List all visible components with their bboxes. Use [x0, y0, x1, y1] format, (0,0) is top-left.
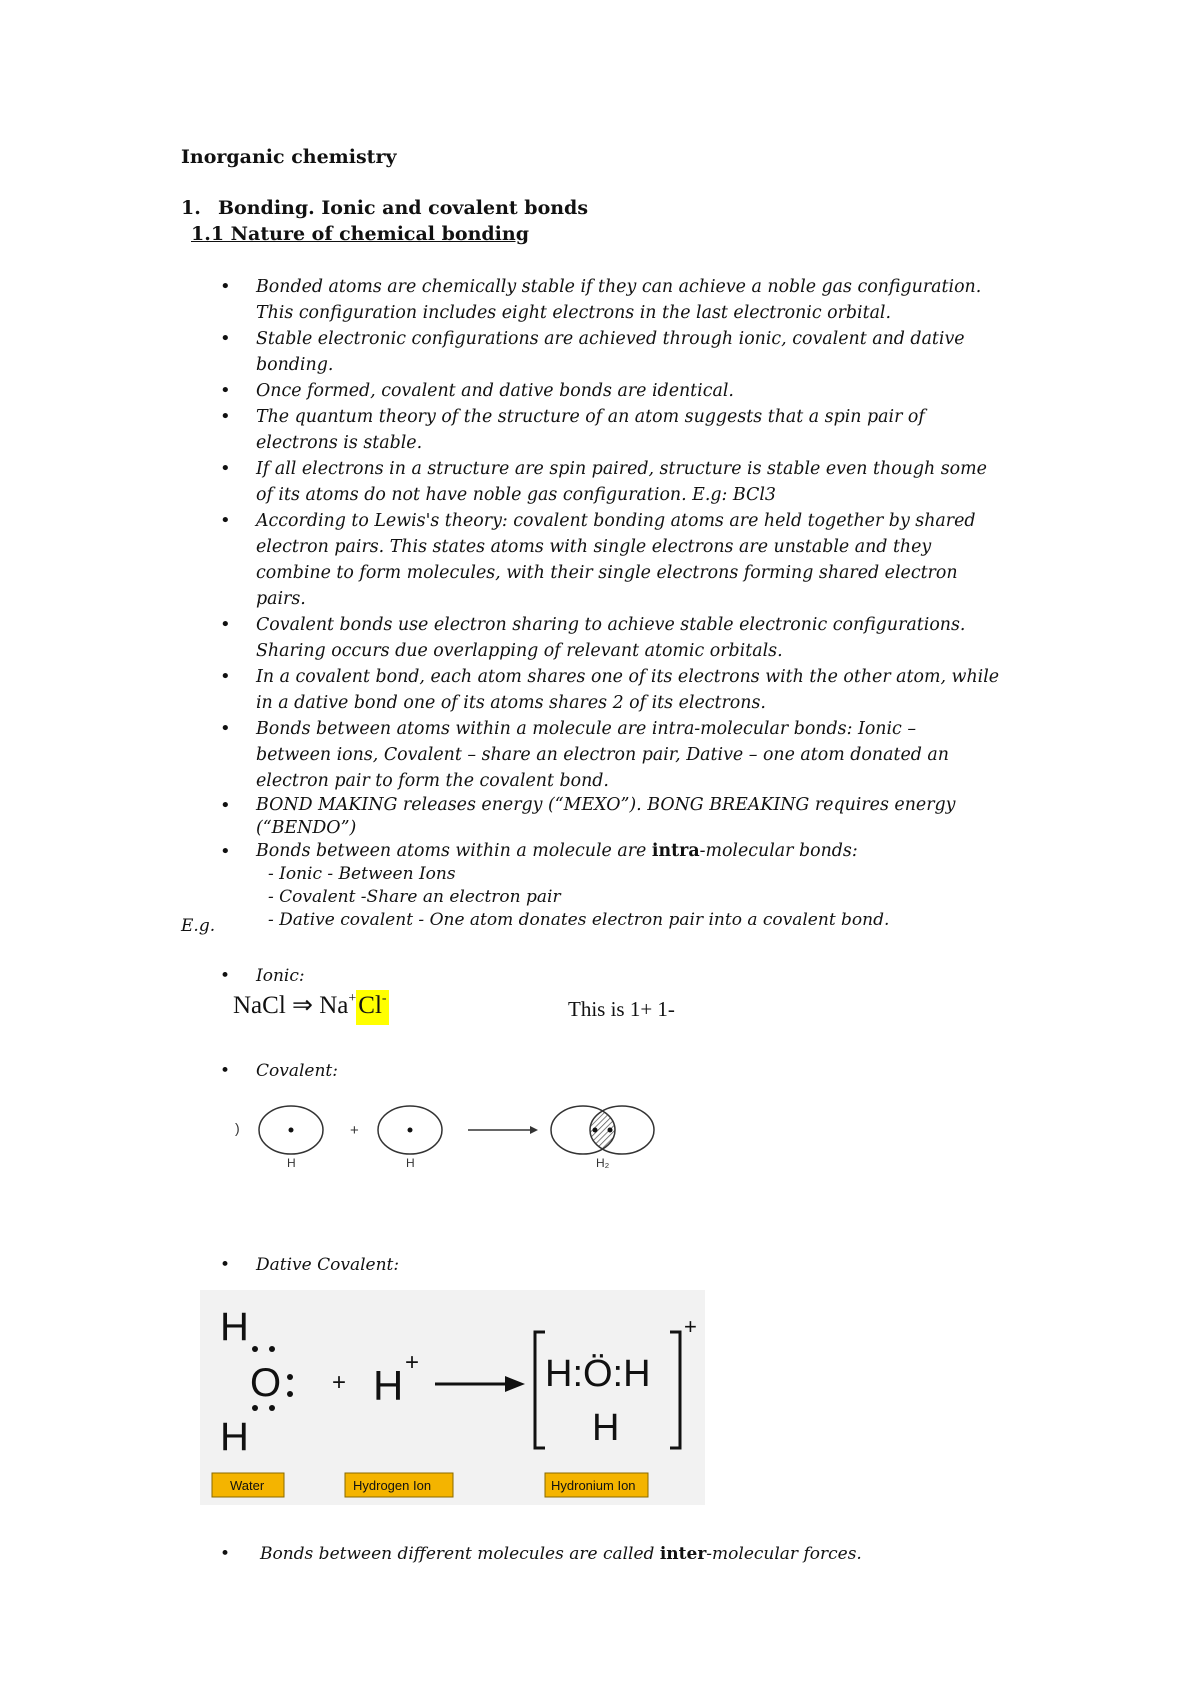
hydrogen-ion: H — [373, 1362, 404, 1409]
plus-sign: + — [332, 1369, 347, 1396]
covalent-diagram — [230, 1096, 670, 1171]
molecule-label-h2: H₂ — [596, 1156, 610, 1170]
arrow-head — [505, 1376, 525, 1392]
formula-left: NaCl ⇒ Na — [233, 992, 349, 1019]
bullet-line: • Bonds between atoms within a molecule are intra-molecular bonds: — [256, 841, 858, 861]
water-o: O — [250, 1361, 282, 1405]
bullet-item — [220, 794, 1040, 840]
bold-inter: inter — [659, 1544, 707, 1564]
lone-pair-dot — [252, 1405, 258, 1411]
electron-dot — [608, 1128, 613, 1133]
sub-item: - Ionic - Between Ions — [268, 864, 456, 884]
na-charge: + — [348, 991, 357, 1006]
subsection-heading: 1.1 Nature of chemical bonding — [191, 223, 529, 245]
bullet-line: in a dative bond one of its atoms shares 2 of its electrons. — [256, 693, 766, 713]
water-bottom-h: H — [220, 1415, 249, 1459]
atom-label-h: H — [287, 1156, 296, 1170]
bullet-item — [220, 274, 1040, 326]
lone-pair-dot — [269, 1346, 275, 1352]
bullet-line: pairs. — [256, 589, 306, 609]
bullet-line: • Once formed, covalent and dative bonds are identical. — [256, 381, 734, 401]
bullet-line: • According to Lewis's theory: covalent bonding atoms are held together by shared — [256, 511, 976, 531]
bullet-item — [220, 378, 1040, 404]
bullet-item-intra — [220, 840, 1040, 863]
example-label: E.g. — [181, 916, 216, 936]
bullet-line: • The quantum theory of the structure of an atom suggests that a spin pair of — [256, 407, 925, 427]
bullet-line: between ions, Covalent – share an electron pair, Dative – one atom donated an — [256, 745, 949, 765]
dative-diagram-panel — [200, 1290, 705, 1505]
bullet-line: • BOND MAKING releases energy (“MEXO”). BONG BREAKING requires energy (“BENDO”) — [256, 795, 956, 838]
cl-highlight: Cl- — [356, 990, 388, 1025]
cl-charge: - — [381, 991, 387, 1006]
inter-bullet: • Bonds between different molecules are called inter-molecular forces. — [220, 1544, 862, 1564]
lone-pair-dot — [252, 1346, 258, 1352]
bullet-item — [220, 508, 1040, 612]
dative-diagram — [200, 1290, 705, 1505]
dative-label: • Dative Covalent: — [220, 1255, 399, 1275]
arrow-head — [530, 1126, 538, 1134]
bullet-line: • Bonds between atoms within a molecule are intra-molecular bonds: Ionic – — [256, 719, 917, 739]
electron-dot — [289, 1128, 294, 1133]
bullet-item — [220, 716, 1040, 794]
hydrogen-ion-tag-text: Hydrogen Ion — [353, 1478, 432, 1493]
lone-pair-dot — [287, 1391, 293, 1397]
sub-item: - Dative covalent - One atom donates electron pair into a covalent bond. — [268, 910, 890, 930]
bullet-item — [220, 456, 1040, 508]
bullet-line: bonding. — [256, 355, 334, 375]
bullet-line: • Covalent bonds use electron sharing to achieve stable electronic configurations. — [256, 615, 966, 635]
lone-pair-dot — [269, 1405, 275, 1411]
bullet-line: combine to form molecules, with their single electrons forming shared electron — [256, 563, 958, 583]
water-top-h: H — [220, 1305, 249, 1349]
bullet-item — [220, 326, 1040, 378]
left-bracket: ) — [235, 1120, 240, 1136]
charge-note: This is 1+ 1- — [568, 997, 675, 1021]
section-number: 1. — [181, 197, 201, 219]
ionic-equation — [233, 990, 389, 1020]
atom-label-h: H — [406, 1156, 415, 1170]
bullet-line: • Bonded atoms are chemically stable if they can achieve a noble gas configuration. — [256, 277, 982, 297]
hydronium-bottom-h: H — [592, 1407, 620, 1449]
bullet-line: electron pairs. This states atoms with single electrons are unstable and they — [256, 537, 932, 557]
bullet-item — [220, 612, 1040, 664]
lone-pair-dot — [287, 1374, 293, 1380]
bullet-line: Sharing occurs due overlapping of relevant atomic orbitals. — [256, 641, 783, 661]
electron-dot — [408, 1128, 413, 1133]
section-label: Bonding. Ionic and covalent bonds — [218, 197, 589, 219]
hydronium-charge: + — [684, 1314, 697, 1339]
right-bracket — [670, 1332, 680, 1448]
bullet-line: • In a covalent bond, each atom shares one of its electrons with the other atom, while — [256, 667, 1000, 687]
ionic-label: • Ionic: — [220, 966, 305, 986]
bullet-line: of its atoms do not have noble gas configuration. E.g: BCl3 — [256, 485, 776, 505]
electron-dot — [593, 1128, 598, 1133]
bullet-line: This configuration includes eight electrons in the last electronic orbital. — [256, 303, 892, 323]
bullet-item — [220, 664, 1040, 716]
bullet-line: electron pair to form the covalent bond. — [256, 771, 609, 791]
hydronium-ion-tag-text: Hydronium Ion — [551, 1478, 636, 1493]
bullet-item — [220, 404, 1040, 456]
hydrogen-ion-charge: + — [405, 1349, 420, 1376]
page-title: Inorganic chemistry — [181, 146, 397, 168]
hydronium-row: H:Ö:H — [545, 1353, 651, 1395]
bullet-line: • If all electrons in a structure are spin paired, structure is stable even though some — [256, 459, 987, 479]
bullet-line: electrons is stable. — [256, 433, 423, 453]
section-heading — [181, 197, 588, 219]
sub-item: - Covalent -Share an electron pair — [268, 887, 561, 907]
water-tag-text: Water — [230, 1478, 265, 1493]
bullet-line: • Stable electronic configurations are achieved through ionic, covalent and dative — [256, 329, 965, 349]
bold-intra: intra — [651, 841, 700, 861]
bullet-list — [220, 274, 1040, 932]
covalent-label: • Covalent: — [220, 1061, 338, 1081]
plus-sign: + — [350, 1122, 359, 1139]
left-bracket — [535, 1332, 545, 1448]
